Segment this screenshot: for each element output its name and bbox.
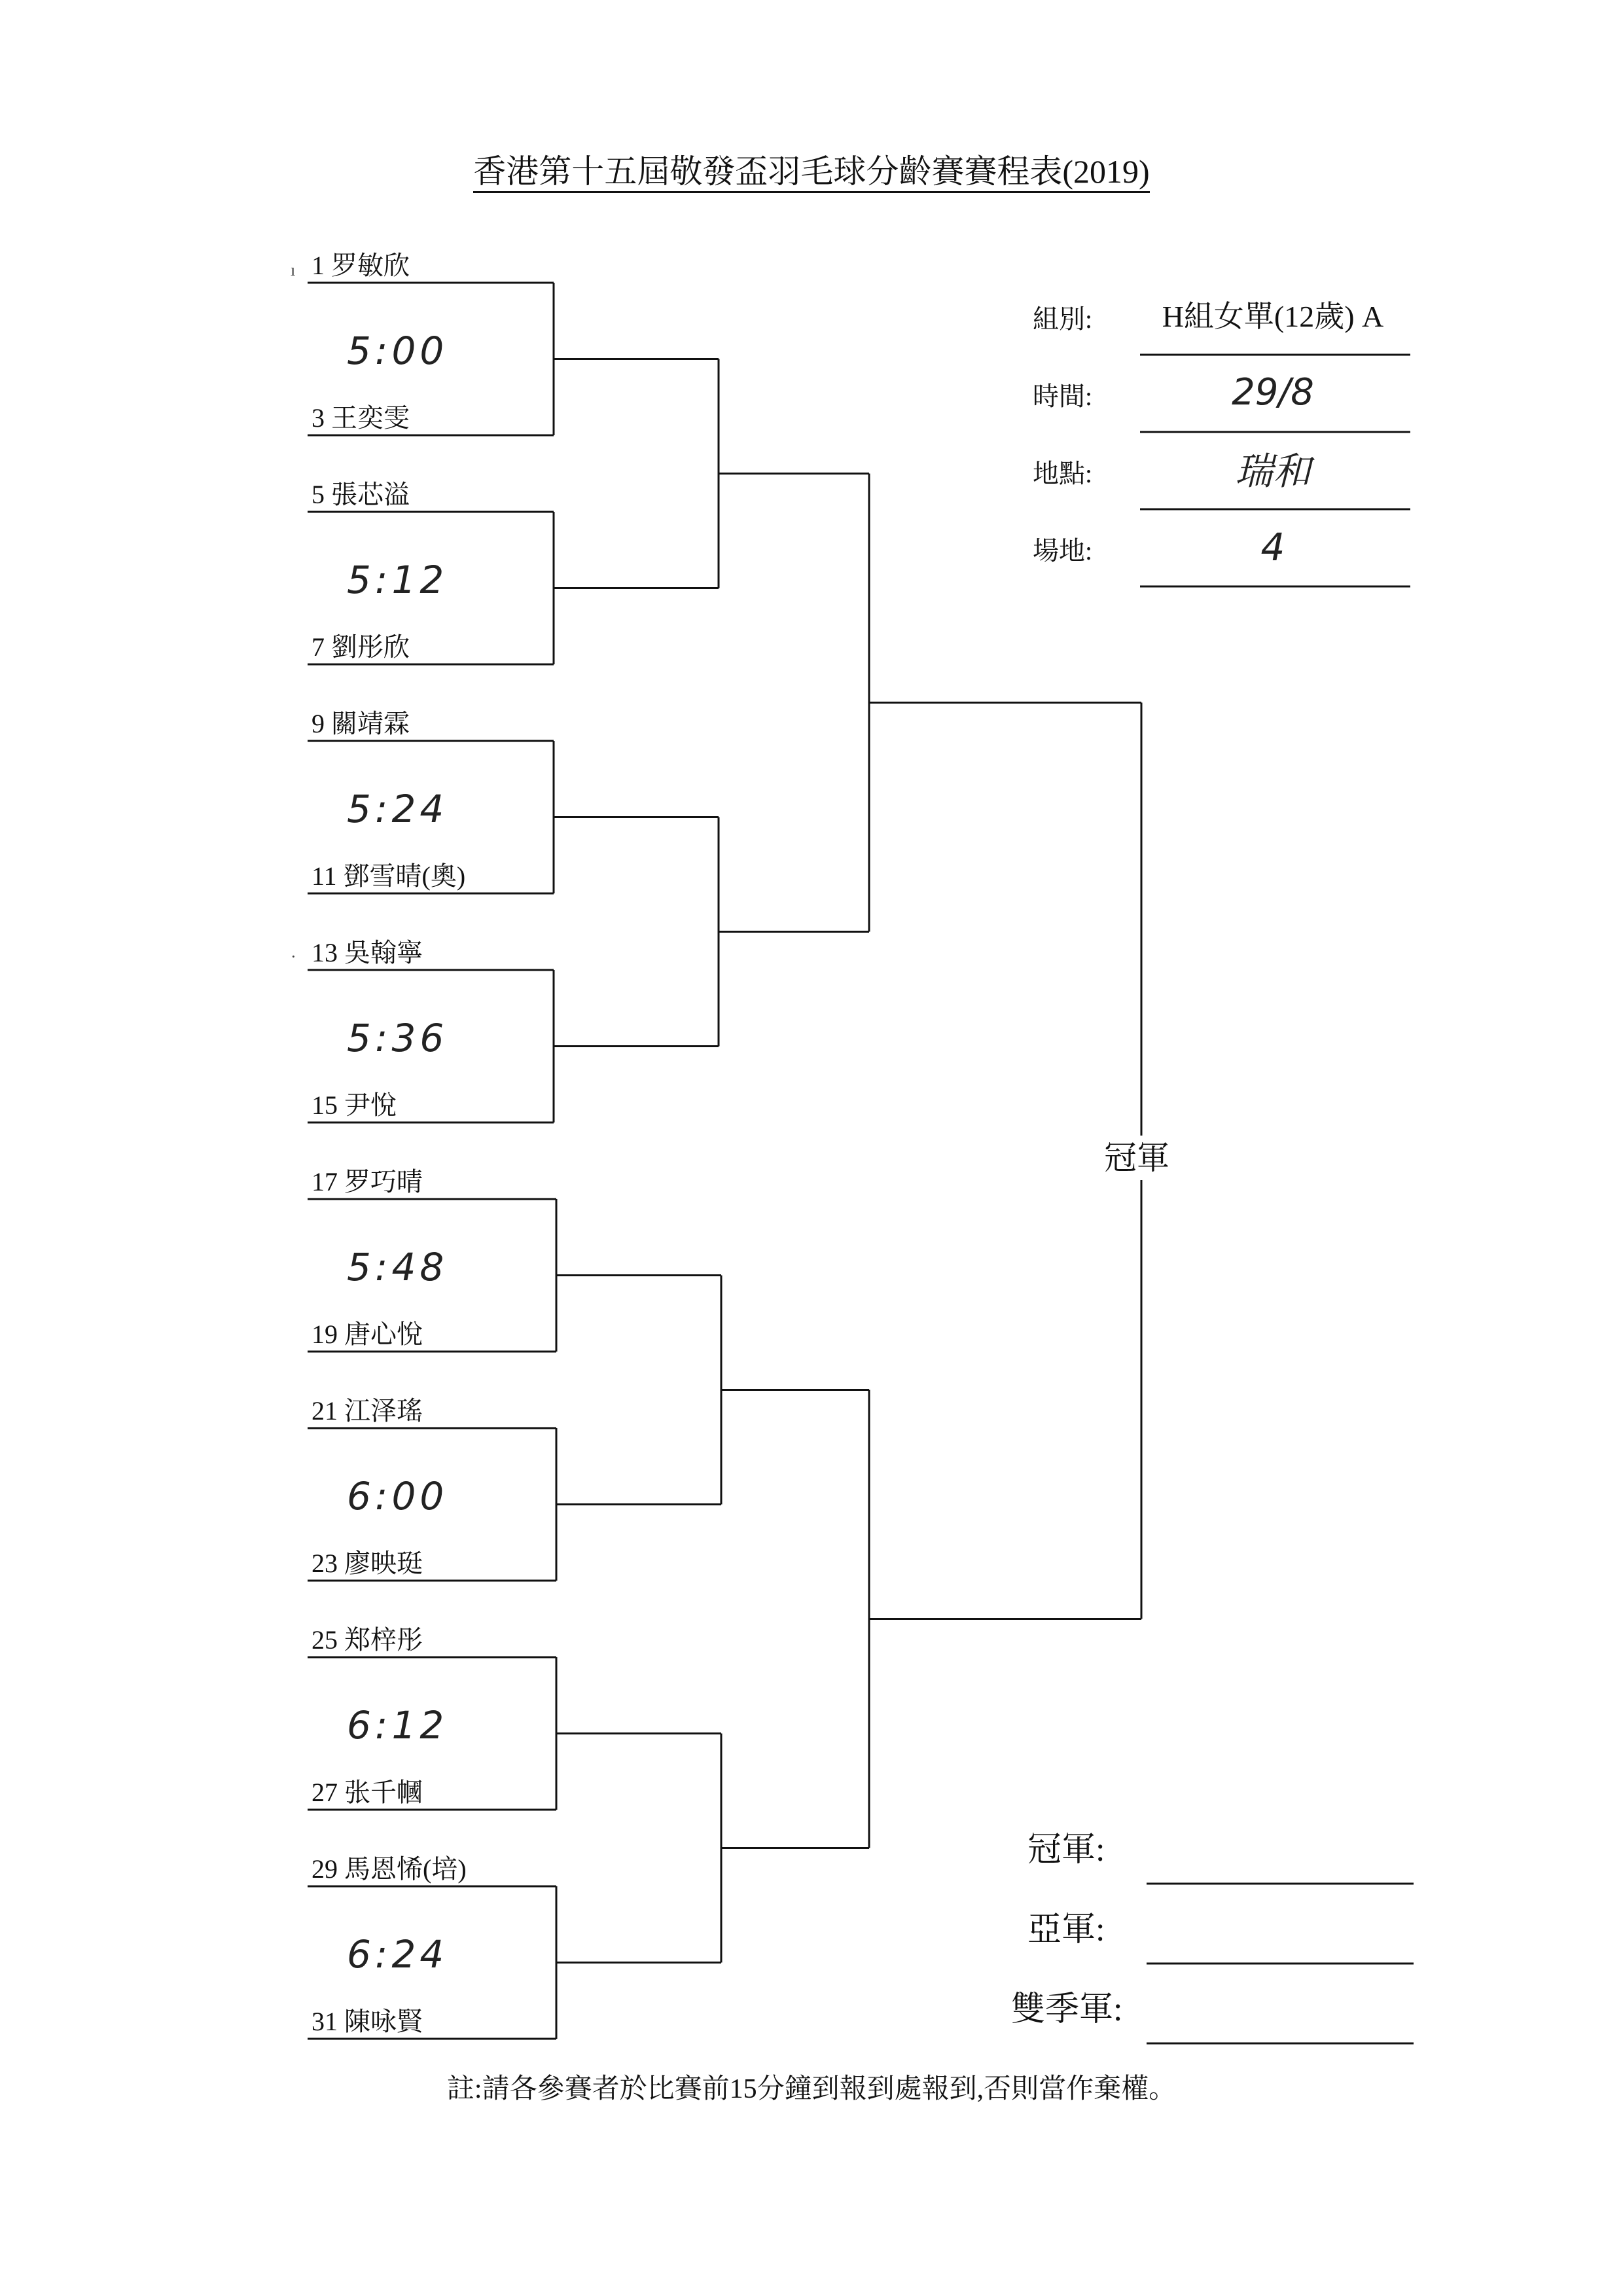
- bracket-champion-label: 冠軍: [1100, 1136, 1173, 1180]
- stray-mark: ı: [291, 260, 296, 279]
- venue-value: 瑞和: [1234, 449, 1311, 493]
- match-time: 5:00: [347, 329, 448, 373]
- player-name: 31 陳咏賢: [312, 2007, 423, 2036]
- player-name: 1 罗敏欣: [312, 251, 410, 280]
- player-name: 19 唐心悅: [312, 1319, 423, 1349]
- court-label: 場地:: [1033, 536, 1093, 565]
- title-text: 香港第十五屆敬發盃羽毛球分齡賽賽程表(2019): [473, 153, 1149, 193]
- player-name: 29 馬恩悕(培): [312, 1854, 467, 1884]
- match-time: 5:24: [347, 787, 448, 831]
- match-time: 6:24: [347, 1932, 448, 1977]
- match-time: 5:48: [347, 1245, 448, 1289]
- player-name: 13 吳翰寧: [312, 938, 423, 967]
- champion-label: 冠軍:: [1027, 1831, 1105, 1869]
- player-name: 5 張芯溢: [312, 480, 410, 509]
- match-time: 5:36: [347, 1016, 448, 1060]
- player-name: 27 张千幗: [312, 1778, 423, 1807]
- footer-note: 註:請各參賽者於比賽前15分鐘到報到處報到,否則當作棄權。: [446, 2074, 1177, 2104]
- player-name: 21 江泽瑤: [312, 1396, 423, 1426]
- player-name: 17 罗巧晴: [312, 1167, 423, 1196]
- group-label: 組別:: [1033, 304, 1093, 334]
- player-name: 25 郑梓彤: [312, 1625, 423, 1655]
- third-place-label: 雙季軍:: [1011, 1991, 1123, 2028]
- match-time: 6:12: [347, 1703, 448, 1748]
- court-value: 4: [1260, 525, 1285, 569]
- player-name: 3 王奕雯: [312, 403, 410, 433]
- player-name: 23 廖映珽: [312, 1549, 423, 1578]
- time-value: 29/8: [1232, 371, 1314, 414]
- runner-up-label: 亞軍:: [1027, 1911, 1105, 1948]
- stray-mark: ·: [291, 947, 296, 966]
- player-name: 7 劉彤欣: [312, 632, 410, 662]
- match-time: 6:00: [347, 1474, 448, 1518]
- player-name: 15 尹悅: [312, 1090, 397, 1120]
- venue-label: 地點:: [1033, 459, 1093, 488]
- player-name: 11 鄧雪晴(奧): [312, 861, 466, 891]
- match-time: 5:12: [347, 558, 448, 602]
- time-label: 時間:: [1033, 382, 1093, 411]
- group-value: H組女單(12歲) A: [1162, 300, 1384, 333]
- player-name: 9 關靖霖: [312, 709, 410, 738]
